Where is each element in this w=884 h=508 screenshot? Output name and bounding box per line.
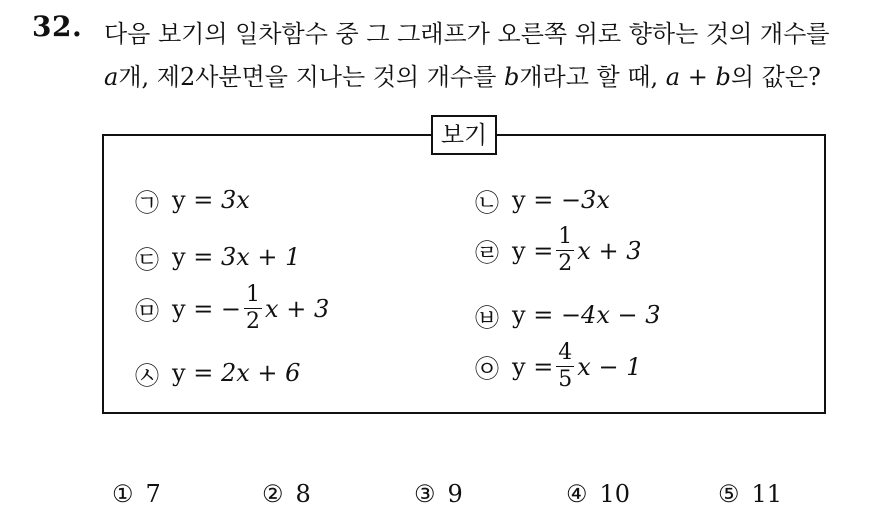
example-item-5: [132, 284, 329, 333]
choice-mark: ①: [112, 480, 134, 508]
choice-mark: ④: [566, 480, 588, 508]
equation-rhs: x − 1: [577, 352, 642, 381]
equation-lhs: y =: [512, 186, 554, 214]
item-mark: ㉣: [475, 239, 499, 267]
fraction-numerator: 4: [558, 340, 573, 365]
equation-lhs: y = −: [172, 294, 242, 323]
example-item-2: [472, 185, 610, 215]
choice-mark: ③: [414, 480, 436, 508]
question-text-part2: 개라고 할 때,: [519, 63, 659, 91]
example-item-6: [472, 300, 661, 330]
answer-choice-5[interactable]: [718, 480, 782, 508]
example-item-4: [472, 226, 641, 275]
item-mark: ㉠: [135, 188, 159, 217]
question-text-line1: 다음 보기의 일차함수 중 그 그래프가 오른쪽 위로 향하는 것의 개수를: [104, 20, 830, 48]
answer-choice-3[interactable]: [414, 480, 463, 508]
item-mark: ㉦: [135, 361, 159, 390]
fraction-numerator: 1: [246, 282, 261, 307]
fraction: [244, 284, 262, 333]
item-mark: ㉥: [475, 303, 499, 332]
item-mark: ㉤: [135, 297, 159, 325]
choice-value: 10: [599, 480, 631, 508]
item-mark: ㉢: [135, 245, 159, 274]
equation-lhs: y =: [172, 243, 214, 271]
item-mark: ㉧: [475, 355, 499, 383]
equation-rhs: x + 3: [577, 236, 642, 265]
example-item-8: [472, 342, 641, 391]
equation-lhs: y =: [512, 301, 554, 329]
equation-rhs: 2x + 6: [220, 359, 301, 387]
equation-rhs: 3x: [220, 186, 250, 214]
variable-b: b: [503, 63, 520, 91]
example-item-7: [132, 358, 300, 388]
question-number: 32.: [32, 10, 83, 43]
question-text-part1: 개, 제2사분면을 지나는 것의 개수를: [118, 63, 497, 91]
equation-rhs: x + 3: [265, 294, 330, 323]
example-item-1: [132, 185, 250, 215]
choice-value: 9: [447, 480, 463, 508]
choice-value: 7: [145, 480, 161, 508]
fraction-denominator: 2: [558, 251, 573, 276]
choice-mark: ②: [262, 480, 284, 508]
question-text-part3: 의 값은?: [730, 63, 821, 91]
equation-lhs: y =: [172, 186, 214, 214]
fraction: [556, 342, 574, 391]
equation-lhs: y =: [172, 359, 214, 387]
example-box-title: 보기: [431, 115, 497, 155]
choice-value: 8: [295, 480, 311, 508]
choice-value: 11: [751, 480, 783, 508]
fraction-denominator: 5: [558, 367, 573, 392]
answer-choice-2[interactable]: [262, 480, 311, 508]
fraction-numerator: 1: [558, 224, 573, 249]
answer-choice-4[interactable]: [566, 480, 630, 508]
answer-choice-1[interactable]: [112, 480, 161, 508]
question-text-line2: [104, 57, 821, 92]
equation-rhs: −3x: [560, 186, 610, 214]
equation-rhs: −4x − 3: [560, 301, 661, 329]
equation-lhs: y =: [512, 236, 554, 265]
example-item-3: [132, 242, 300, 272]
choice-mark: ⑤: [718, 480, 740, 508]
equation-rhs: 3x + 1: [220, 243, 301, 271]
variable-a: a: [104, 63, 119, 91]
item-mark: ㉡: [475, 188, 499, 217]
equation-lhs: y =: [512, 352, 554, 381]
fraction: [556, 226, 574, 275]
expression-a-plus-b: a + b: [665, 63, 731, 91]
fraction-denominator: 2: [246, 309, 261, 334]
